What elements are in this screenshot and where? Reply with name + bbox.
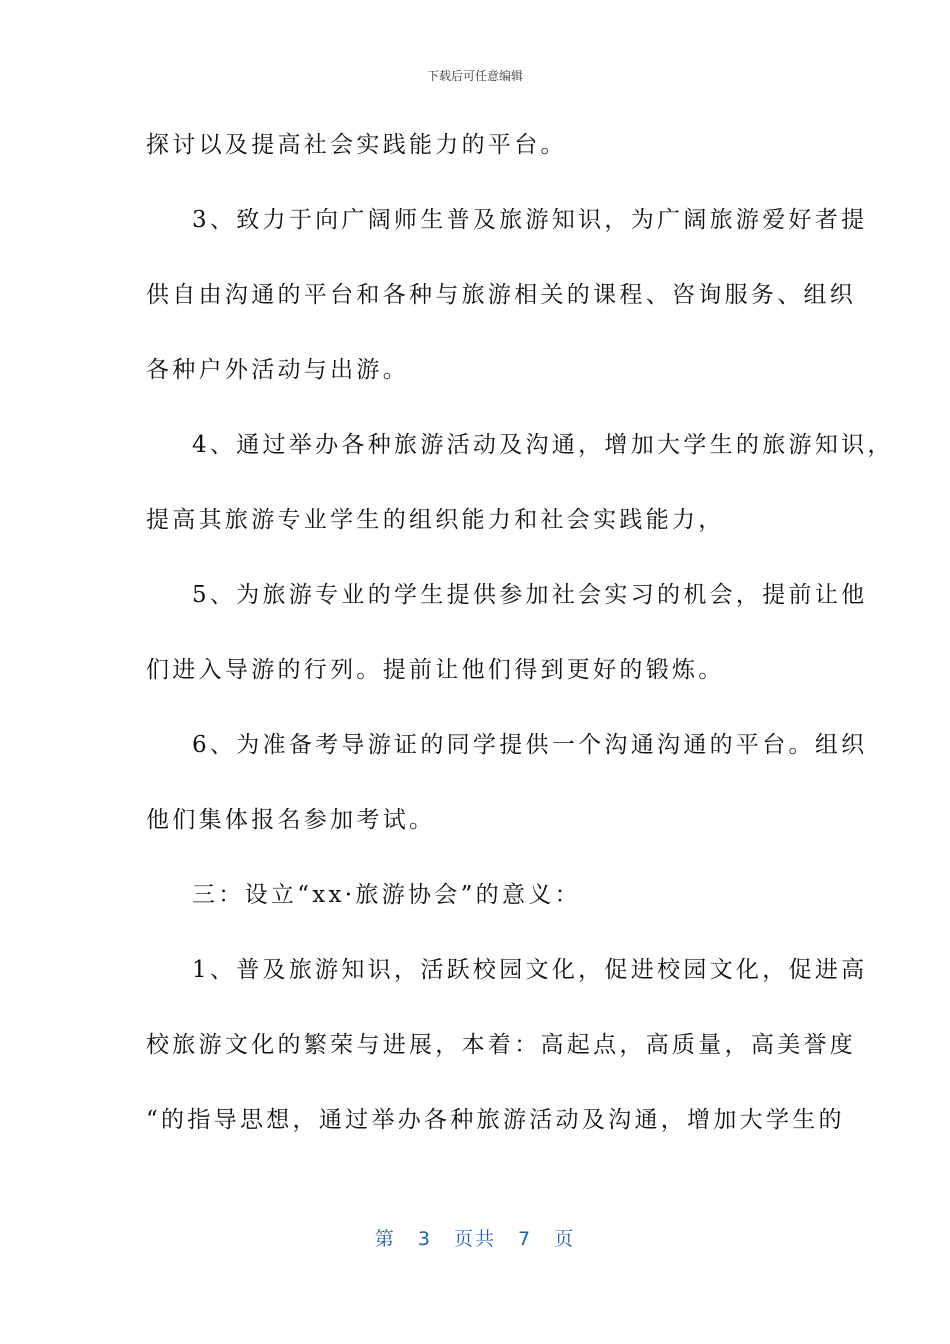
text-line: 1、普及旅游知识，活跃校园文化，促进校园文化，促进高 [192, 957, 868, 983]
text-line: 各种户外活动与出游。 [146, 357, 409, 383]
text-line: 6、为准备考导游证的同学提供一个沟通沟通的平台。组织 [192, 732, 868, 758]
page-mid: 页共 [453, 1228, 496, 1250]
body-text [146, 124, 894, 1174]
header-note: 下载后可任意编辑 [426, 69, 523, 83]
text-line: “的指导思想，通过举办各种旅游活动及沟通，增加大学生的 [146, 1107, 845, 1133]
text-line: 5、为旅游专业的学生提供参加社会实习的机会，提前让他 [192, 582, 868, 608]
text-line: 3、致力于向广阔师生普及旅游知识，为广阔旅游爱好者提 [192, 207, 868, 233]
text-line: 们进入导游的行列。提前让他们得到更好的锻炼。 [146, 657, 725, 683]
text-line: 他们集体报名参加考试。 [146, 807, 436, 833]
text-line: 校旅游文化的繁荣与进展，本着：高起点，高质量，高美誉度 [146, 1032, 857, 1058]
page-suffix: 页 [554, 1228, 576, 1250]
current-page-number: 3 [417, 1228, 432, 1250]
text-line: 探讨以及提高社会实践能力的平台。 [146, 132, 567, 158]
text-line: 供自由沟通的平台和各种与旅游相关的课程、咨询服务、组织 [146, 282, 857, 308]
text-line: 4、通过举办各种旅游活动及沟通，增加大学生的旅游知识， [192, 432, 894, 458]
section-heading: 三：设立“xx·旅游协会”的意义： [192, 882, 581, 908]
page-prefix: 第 [374, 1228, 396, 1250]
total-page-count: 7 [518, 1228, 533, 1250]
text-line: 提高其旅游专业学生的组织能力和社会实践能力， [146, 507, 725, 533]
page-number-footer [0, 1224, 950, 1251]
